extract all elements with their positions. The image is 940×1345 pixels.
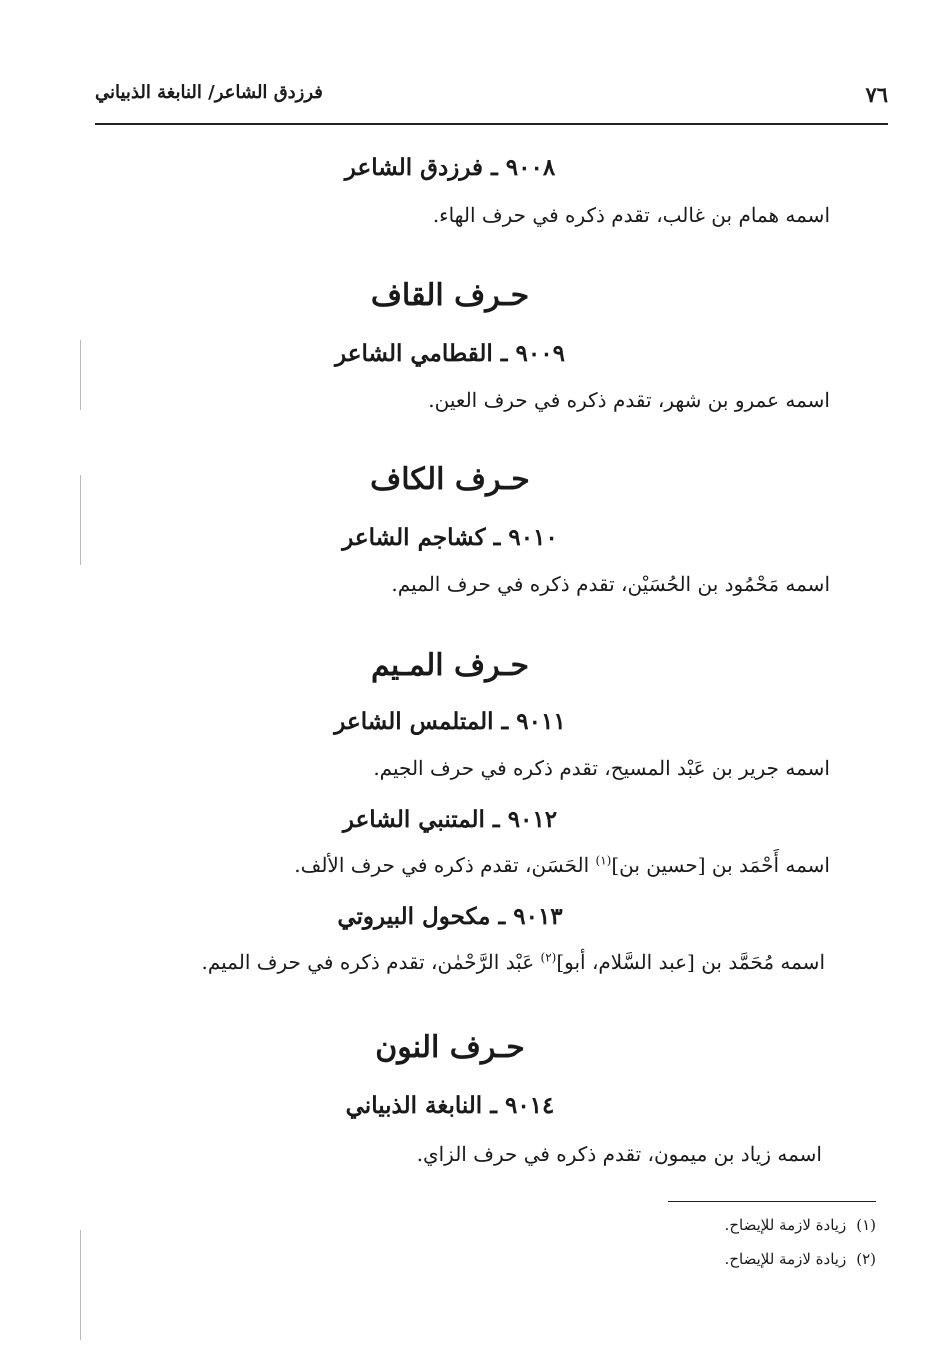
entry-heading bbox=[345, 154, 555, 181]
entry-separator: ـ bbox=[492, 340, 516, 367]
running-title: فرزدق الشاعر/ النابغة الذبياني bbox=[95, 82, 323, 103]
entry-text-part: اسمه مُحَمَّد بن [عبد السَّلام، أبو] bbox=[556, 950, 825, 974]
entry-number: ٩٠٠٨ bbox=[505, 154, 556, 181]
section-heading: حـرف المـيم bbox=[370, 648, 530, 683]
margin-line bbox=[80, 340, 81, 410]
footnote bbox=[725, 1216, 876, 1234]
entry-name: مكحول البيروتي bbox=[337, 903, 491, 930]
footnote-marker: (١) bbox=[856, 1216, 876, 1234]
entry-number: ٩٠٠٩ bbox=[515, 340, 565, 367]
entry-text: اسمه جرير بن عَبْد المسيح، تقدم ذكره في حرف الجيم. bbox=[373, 756, 830, 780]
entry-text: اسمه همام بن غالب، تقدم ذكره في حرف الهاء. bbox=[432, 203, 830, 227]
footnote-text: زيادة لازمة للإيضاح. bbox=[724, 1250, 847, 1268]
section-heading: حـرف القاف bbox=[370, 278, 530, 313]
entry-name: القطامي الشاعر bbox=[335, 340, 493, 367]
page-number: ٧٦ bbox=[865, 82, 888, 107]
entry-number: ٩٠١٠ bbox=[508, 524, 558, 551]
entry-number: ٩٠١٣ bbox=[513, 903, 563, 930]
entry-name: النابغة الذبياني bbox=[345, 1092, 483, 1119]
entry-text-part: الحَسَن، تقدم ذكره في حرف الألف. bbox=[294, 853, 596, 877]
entry-heading bbox=[337, 903, 562, 930]
entry-text bbox=[201, 950, 825, 974]
entry-separator: ـ bbox=[490, 903, 514, 930]
entry-separator: ـ bbox=[482, 1092, 505, 1119]
entry-separator: ـ bbox=[493, 708, 517, 735]
footnote-ref: (٢) bbox=[540, 950, 557, 965]
entry-name: المتنبي الشاعر bbox=[342, 806, 485, 833]
footnote bbox=[725, 1250, 876, 1268]
page-header bbox=[95, 78, 888, 118]
entry-heading bbox=[346, 1092, 555, 1119]
entry-number: ٩٠١٤ bbox=[504, 1092, 555, 1119]
entry-heading bbox=[343, 806, 557, 833]
entry-separator: ـ bbox=[485, 524, 509, 551]
entry-number: ٩٠١٢ bbox=[507, 806, 558, 833]
entry-number: ٩٠١١ bbox=[516, 708, 566, 735]
margin-line bbox=[80, 1230, 81, 1340]
entry-text: اسمه زياد بن ميمون، تقدم ذكره في حرف الزاي. bbox=[416, 1142, 822, 1166]
entry-text: اسمه عمرو بن شهر، تقدم ذكره في حرف العين. bbox=[428, 388, 830, 412]
footnote-marker: (٢) bbox=[856, 1250, 876, 1268]
entry-heading bbox=[334, 708, 565, 735]
entry-text: اسمه مَحْمُود بن الحُسَيْن، تقدم ذكره في حرف الميم. bbox=[391, 572, 830, 596]
entry-name: فرزدق الشاعر bbox=[344, 154, 484, 181]
entry-text-part: اسمه أَحْمَد بن [حسين بن] bbox=[611, 853, 830, 877]
entry-separator: ـ bbox=[483, 154, 506, 181]
entry-separator: ـ bbox=[484, 806, 508, 833]
entry-text-part: عَبْد الرَّحْمٰن، تقدم ذكره في حرف الميم. bbox=[201, 950, 541, 974]
margin-line bbox=[80, 475, 81, 565]
entry-name: كشاجم الشاعر bbox=[342, 524, 486, 551]
footnote-ref: (١) bbox=[595, 853, 612, 868]
footnote-rule bbox=[668, 1201, 876, 1202]
entry-heading bbox=[342, 524, 558, 551]
entry-text bbox=[294, 853, 830, 877]
header-rule bbox=[95, 123, 888, 125]
entry-heading bbox=[335, 340, 565, 367]
section-heading: حـرف الكاف bbox=[370, 462, 530, 497]
entry-name: المتلمس الشاعر bbox=[334, 708, 494, 735]
section-heading: حـرف النون bbox=[375, 1030, 525, 1065]
footnote-text: زيادة لازمة للإيضاح. bbox=[724, 1216, 847, 1234]
